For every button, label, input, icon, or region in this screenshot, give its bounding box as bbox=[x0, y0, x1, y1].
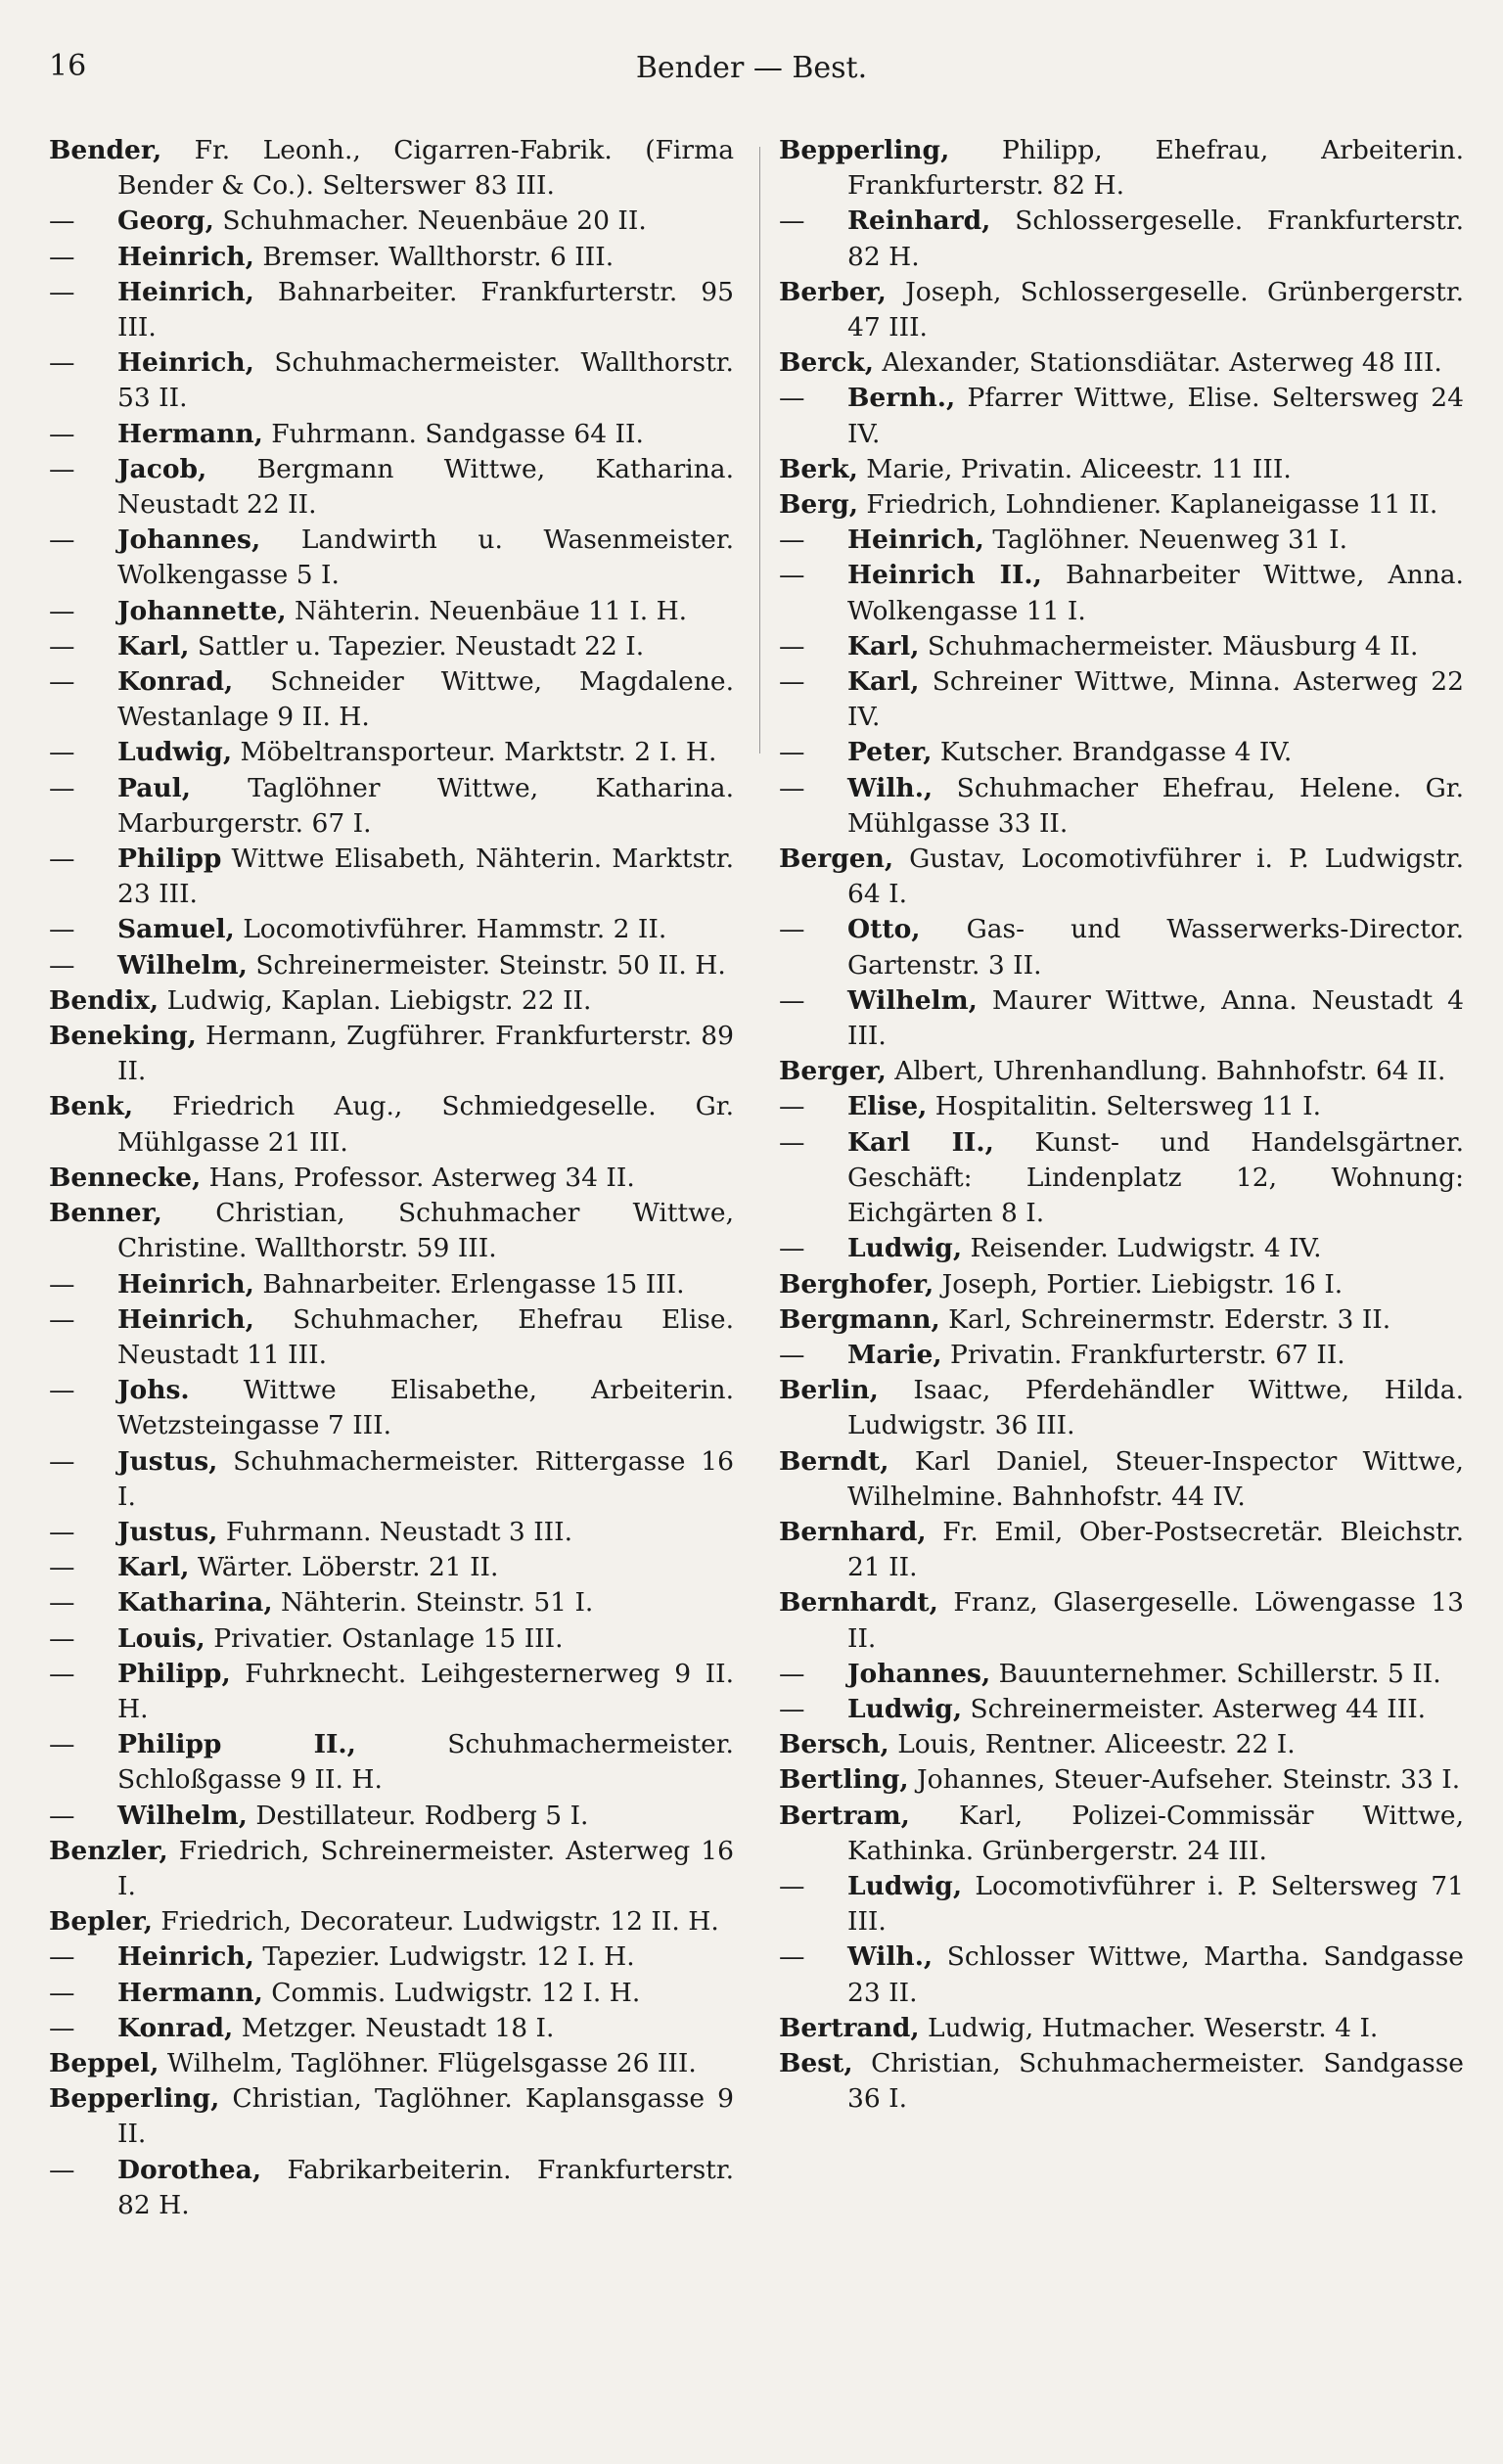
entry-details: Fabrikarbeiterin. Frankfurterstr. 82 H. bbox=[117, 2154, 734, 2220]
directory-entry bbox=[779, 1125, 1464, 1232]
entry-dash: — bbox=[49, 1587, 75, 1619]
entry-dash: — bbox=[779, 525, 805, 556]
entry-dash: — bbox=[49, 844, 75, 875]
entry-given-name: Ludwig, bbox=[847, 1870, 963, 1901]
entry-details: Friedrich, Decorateur. Ludwigstr. 12 II. H. bbox=[152, 1906, 719, 1938]
entry-given-name: Heinrich, bbox=[117, 1303, 254, 1335]
entry-details: Karl Daniel, Steuer-Inspector Wittwe, Wilhelmine. Bahnhofstr. 44 IV. bbox=[847, 1445, 1464, 1512]
directory-entry bbox=[49, 452, 734, 523]
entry-surname: Bersch, bbox=[779, 1729, 889, 1760]
entry-details: Sattler u. Tapezier. Neustadt 22 I. bbox=[189, 630, 645, 662]
entry-given-name: Otto, bbox=[847, 914, 921, 945]
directory-entry bbox=[49, 1799, 734, 1834]
entry-surname: Berger, bbox=[779, 1056, 887, 1087]
directory-entry bbox=[779, 842, 1464, 912]
entry-details: Ludwig, Hutmacher. Weserstr. 4 I. bbox=[919, 2012, 1379, 2043]
entry-details: Hospitalitin. Seltersweg 11 I. bbox=[927, 1091, 1322, 1122]
directory-entry bbox=[49, 1267, 734, 1302]
entry-given-name: Marie, bbox=[847, 1339, 942, 1370]
entry-given-name: Katharina, bbox=[117, 1587, 273, 1619]
directory-entry bbox=[49, 1550, 734, 1585]
entry-details: Schneider Wittwe, Magdalene. Westanlage 9 II. H. bbox=[117, 666, 734, 733]
entry-surname: Bepperling, bbox=[49, 2083, 220, 2115]
entry-details: Schreiner Wittwe, Minna. Asterweg 22 IV. bbox=[847, 666, 1464, 733]
entry-given-name: Heinrich II., bbox=[847, 560, 1042, 591]
entry-dash: — bbox=[49, 1729, 75, 1760]
entry-given-name: Samuel, bbox=[117, 914, 235, 945]
entry-surname: Berber, bbox=[779, 276, 887, 307]
entry-details: Schuhmacher. Neuenbäue 20 II. bbox=[213, 205, 647, 237]
directory-entry bbox=[49, 204, 734, 239]
entry-dash: — bbox=[779, 1658, 805, 1689]
entry-details: Locomotivführer. Hammstr. 2 II. bbox=[234, 914, 667, 945]
entry-details: Schuhmachermeister. Schloßgasse 9 II. H. bbox=[117, 1729, 734, 1796]
entry-details: Ludwig, Kaplan. Liebigstr. 22 II. bbox=[159, 984, 592, 1016]
entry-surname: Berck, bbox=[779, 347, 874, 379]
entry-dash: — bbox=[49, 1516, 75, 1547]
entry-given-name: Ludwig, bbox=[847, 1233, 963, 1264]
directory-entry bbox=[49, 1976, 734, 2011]
entry-given-name: Hermann, bbox=[117, 418, 263, 449]
entry-surname: Berg, bbox=[779, 489, 858, 521]
directory-entry bbox=[779, 1515, 1464, 1585]
entry-surname: Bertram, bbox=[779, 1800, 910, 1831]
entry-surname: Beneking, bbox=[49, 1021, 197, 1052]
entry-details: Privatin. Frankfurterstr. 67 II. bbox=[941, 1339, 1345, 1370]
entry-surname: Bepler, bbox=[49, 1906, 153, 1938]
entry-details: Hans, Professor. Asterweg 34 II. bbox=[201, 1162, 635, 1193]
directory-entry bbox=[779, 1799, 1464, 1869]
directory-entry bbox=[49, 2153, 734, 2223]
entry-given-name: Heinrich, bbox=[117, 241, 254, 272]
directory-entry bbox=[49, 1302, 734, 1373]
directory-entry bbox=[779, 2011, 1464, 2046]
entry-dash: — bbox=[49, 2154, 75, 2185]
directory-entry bbox=[779, 345, 1464, 381]
entry-details: Schuhmachermeister. Wallthorstr. 53 II. bbox=[117, 347, 734, 414]
entry-details: Taglöhner. Neuenweg 31 I. bbox=[983, 525, 1348, 556]
entry-details: Friedrich, Schreinermeister. Asterweg 16 I. bbox=[117, 1835, 734, 1901]
directory-entry bbox=[49, 240, 734, 275]
entry-details: Joseph, Portier. Liebigstr. 16 I. bbox=[934, 1268, 1344, 1300]
entry-dash: — bbox=[779, 666, 805, 698]
directory-entry bbox=[779, 1231, 1464, 1266]
entry-given-name: Heinrich, bbox=[117, 276, 254, 307]
entry-details: Gas- und Wasserwerks-Director. Gartenstr. 3 II. bbox=[847, 914, 1464, 981]
directory-entry bbox=[49, 1585, 734, 1620]
entry-given-name: Heinrich, bbox=[847, 525, 984, 556]
entry-dash: — bbox=[779, 737, 805, 768]
directory-entry bbox=[49, 1196, 734, 1266]
entry-details: Bremser. Wallthorstr. 6 III. bbox=[253, 241, 615, 272]
entry-details: Reisender. Ludwigstr. 4 IV. bbox=[962, 1233, 1322, 1264]
entry-details: Möbeltransporteur. Marktstr. 2 I. H. bbox=[232, 737, 717, 768]
entry-details: Fuhrmann. Sandgasse 64 II. bbox=[262, 418, 644, 449]
directory-entry bbox=[779, 1585, 1464, 1656]
entry-given-name: Heinrich, bbox=[117, 347, 254, 379]
entry-given-name: Johannette, bbox=[117, 595, 287, 626]
entry-dash: — bbox=[49, 1552, 75, 1583]
entry-given-name: Wilh., bbox=[847, 1941, 934, 1973]
directory-entry bbox=[49, 523, 734, 593]
entry-given-name: Jacob, bbox=[117, 453, 207, 484]
entry-details: Fuhrknecht. Leihgesternerweg 9 II. H. bbox=[117, 1658, 734, 1724]
entry-dash: — bbox=[779, 984, 805, 1016]
entry-dash: — bbox=[779, 1693, 805, 1724]
directory-entry bbox=[49, 842, 734, 912]
entry-given-name: Konrad, bbox=[117, 2012, 234, 2043]
entry-given-name: Johs. bbox=[117, 1375, 190, 1406]
directory-entry bbox=[49, 2011, 734, 2046]
entry-details: Hermann, Zugführer. Frankfurterstr. 89 II. bbox=[117, 1021, 734, 1087]
entry-dash: — bbox=[49, 1622, 75, 1654]
directory-entry bbox=[779, 1657, 1464, 1692]
entry-details: Commis. Ludwigstr. 12 I. H. bbox=[262, 1977, 641, 2008]
entry-given-name: Paul, bbox=[117, 772, 191, 803]
entry-surname: Berk, bbox=[779, 453, 858, 484]
directory-entry bbox=[49, 345, 734, 416]
entry-details: Fr. Emil, Ober-Postsecretär. Bleichstr. 21 II. bbox=[847, 1516, 1464, 1583]
entry-details: Taglöhner Wittwe, Katharina. Marburgerstr. 67 I. bbox=[117, 772, 734, 839]
entry-details: Marie, Privatin. Aliceestr. 11 III. bbox=[857, 453, 1292, 484]
directory-entry bbox=[49, 735, 734, 770]
directory-entry bbox=[779, 735, 1464, 770]
directory-entry bbox=[49, 2046, 734, 2081]
entry-details: Wittwe Elisabethe, Arbeiterin. Wetzsteingasse 7 III. bbox=[117, 1375, 734, 1441]
entry-dash: — bbox=[49, 914, 75, 945]
directory-entry bbox=[779, 1338, 1464, 1373]
entry-details: Christian, Taglöhner. Kaplansgasse 9 II. bbox=[117, 2083, 734, 2150]
entry-surname: Bennecke, bbox=[49, 1162, 202, 1193]
entry-surname: Bernhardt, bbox=[779, 1587, 938, 1619]
entry-dash: — bbox=[49, 630, 75, 662]
page-number: 16 bbox=[49, 49, 87, 83]
entry-details: Gustav, Locomotivführer i. P. Ludwigstr. 64 I. bbox=[847, 844, 1464, 910]
entry-details: Schreinermeister. Steinstr. 50 II. H. bbox=[247, 949, 726, 981]
directory-entry bbox=[779, 2046, 1464, 2117]
entry-given-name: Philipp bbox=[117, 844, 222, 875]
entry-details: Wilhelm, Taglöhner. Flügelsgasse 26 III. bbox=[159, 2047, 697, 2078]
directory-entry bbox=[779, 771, 1464, 842]
directory-entry bbox=[779, 1727, 1464, 1762]
directory-entry bbox=[779, 1054, 1464, 1089]
directory-entry bbox=[49, 1621, 734, 1657]
entry-details: Albert, Uhrenhandlung. Bahnhofstr. 64 II. bbox=[886, 1056, 1446, 1087]
directory-entry bbox=[779, 1869, 1464, 1939]
entry-dash: — bbox=[49, 205, 75, 237]
entry-given-name: Justus, bbox=[117, 1516, 218, 1547]
directory-entry bbox=[779, 204, 1464, 274]
entry-dash: — bbox=[49, 1303, 75, 1335]
running-head: Bender — Best. bbox=[635, 51, 868, 85]
entry-given-name: Georg, bbox=[117, 205, 214, 237]
entry-surname: Benner, bbox=[49, 1198, 162, 1229]
directory-entry bbox=[49, 912, 734, 947]
entry-dash: — bbox=[49, 1658, 75, 1689]
entry-dash: — bbox=[49, 1977, 75, 2008]
directory-entry bbox=[779, 1267, 1464, 1302]
entry-details: Nähterin. Neuenbäue 11 I. H. bbox=[286, 595, 688, 626]
entry-details: Bahnarbeiter. Erlengasse 15 III. bbox=[253, 1268, 685, 1300]
entry-dash: — bbox=[779, 772, 805, 803]
directory-entry bbox=[779, 1373, 1464, 1443]
directory-entry bbox=[779, 1692, 1464, 1727]
entry-given-name: Wilhelm, bbox=[847, 984, 978, 1016]
directory-entry bbox=[49, 771, 734, 842]
directory-entry bbox=[49, 1373, 734, 1443]
entry-details: Joseph, Schlossergeselle. Grünbergerstr. 47 III. bbox=[847, 276, 1464, 343]
right-column bbox=[779, 133, 1464, 2117]
directory-entry bbox=[49, 417, 734, 452]
entry-details: Schreinermeister. Asterweg 44 III. bbox=[962, 1693, 1427, 1724]
directory-entry bbox=[49, 629, 734, 664]
entry-given-name: Philipp II., bbox=[117, 1729, 356, 1760]
directory-entry bbox=[49, 133, 734, 204]
entry-details: Schuhmachermeister. Rittergasse 16 I. bbox=[117, 1445, 734, 1512]
entry-details: Fr. Leonh., Cigarren-Fabrik. (Firma Bender & Co.). Selterswег 83 III. bbox=[117, 135, 734, 202]
entry-given-name: Heinrich, bbox=[117, 1941, 254, 1973]
directory-entry bbox=[49, 1089, 734, 1160]
entry-details: Schlosser Wittwe, Martha. Sandgasse 23 II. bbox=[847, 1941, 1464, 2008]
entry-details: Schuhmachermeister. Mäusburg 4 II. bbox=[919, 630, 1419, 662]
left-column bbox=[49, 133, 734, 2223]
entry-details: Christian, Schuhmachermeister. Sandgasse 36 I. bbox=[847, 2047, 1464, 2115]
entry-given-name: Bernh., bbox=[847, 383, 956, 414]
entry-details: Bergmann Wittwe, Katharina. Neustadt 22 II. bbox=[117, 453, 734, 521]
entry-details: Pfarrer Wittwe, Elise. Seltersweg 24 IV. bbox=[847, 383, 1464, 449]
directory-entry bbox=[779, 1302, 1464, 1338]
entry-dash: — bbox=[49, 595, 75, 626]
entry-details: Bauunternehmer. Schillerstr. 5 II. bbox=[990, 1658, 1441, 1689]
entry-details: Alexander, Stationsdiätar. Asterweg 48 III. bbox=[873, 347, 1442, 379]
directory-entry bbox=[779, 1089, 1464, 1124]
entry-surname: Berndt, bbox=[779, 1445, 889, 1477]
entry-given-name: Dorothea, bbox=[117, 2154, 262, 2185]
entry-given-name: Karl, bbox=[847, 666, 920, 698]
directory-entry bbox=[779, 1939, 1464, 2010]
entry-given-name: Konrad, bbox=[117, 666, 234, 698]
entry-surname: Bergen, bbox=[779, 844, 894, 875]
entry-dash: — bbox=[49, 276, 75, 307]
entry-dash: — bbox=[779, 560, 805, 591]
entry-surname: Benk, bbox=[49, 1091, 134, 1122]
column-divider bbox=[759, 147, 760, 753]
entry-dash: — bbox=[49, 1268, 75, 1300]
entry-dash: — bbox=[49, 949, 75, 981]
directory-entry bbox=[49, 1161, 734, 1196]
entry-details: Karl, Schreinermstr. Ederstr. 3 II. bbox=[939, 1303, 1391, 1335]
entry-dash: — bbox=[779, 205, 805, 237]
entry-details: Fuhrmann. Neustadt 3 III. bbox=[217, 1516, 573, 1547]
entry-details: Metzger. Neustadt 18 I. bbox=[233, 2012, 555, 2043]
directory-entry bbox=[49, 594, 734, 629]
directory-entry bbox=[779, 558, 1464, 628]
entry-surname: Berghofer, bbox=[779, 1268, 934, 1300]
directory-entry bbox=[779, 1444, 1464, 1515]
entry-surname: Best, bbox=[779, 2047, 853, 2078]
entry-given-name: Karl II., bbox=[847, 1126, 994, 1158]
entry-details: Wittwe Elisabeth, Nähterin. Marktstr. 23 III. bbox=[117, 844, 734, 910]
entry-surname: Bendix, bbox=[49, 984, 159, 1016]
directory-entry bbox=[779, 487, 1464, 523]
directory-entry bbox=[779, 983, 1464, 1054]
entry-details: Bahnarbeiter. Frankfurterstr. 95 III. bbox=[117, 276, 734, 343]
entry-dash: — bbox=[49, 241, 75, 272]
entry-details: Friedrich, Lohndiener. Kaplaneigasse 11 II. bbox=[857, 489, 1438, 521]
entry-given-name: Johannes, bbox=[847, 1658, 991, 1689]
entry-given-name: Karl, bbox=[847, 630, 920, 662]
entry-given-name: Philipp, bbox=[117, 1658, 231, 1689]
entry-details: Nähterin. Steinstr. 51 I. bbox=[272, 1587, 594, 1619]
entry-dash: — bbox=[49, 737, 75, 768]
directory-entry bbox=[779, 664, 1464, 735]
directory-entry bbox=[49, 983, 734, 1019]
directory-entry bbox=[49, 948, 734, 983]
directory-entry bbox=[49, 1904, 734, 1939]
entry-dash: — bbox=[49, 525, 75, 556]
directory-entry bbox=[779, 1762, 1464, 1798]
entry-surname: Bertling, bbox=[779, 1764, 909, 1796]
directory-entry bbox=[49, 1444, 734, 1515]
entry-given-name: Peter, bbox=[847, 737, 933, 768]
directory-entry bbox=[49, 1939, 734, 1975]
entry-given-name: Wilhelm, bbox=[117, 949, 248, 981]
entry-dash: — bbox=[49, 772, 75, 803]
entry-surname: Bernhard, bbox=[779, 1516, 927, 1547]
entry-dash: — bbox=[49, 1800, 75, 1831]
entry-surname: Bepperling, bbox=[779, 135, 950, 165]
entry-given-name: Karl, bbox=[117, 1552, 190, 1583]
entry-dash: — bbox=[49, 1445, 75, 1477]
entry-details: Christian, Schuhmacher Wittwe, Christine. Wallthorstr. 59 III. bbox=[117, 1198, 734, 1264]
entry-details: Maurer Wittwe, Anna. Neustadt 4 III. bbox=[847, 984, 1464, 1052]
entry-details: Friedrich Aug., Schmiedgeselle. Gr. Mühlgasse 21 III. bbox=[117, 1091, 734, 1158]
directory-entry bbox=[49, 1515, 734, 1550]
directory-entry bbox=[779, 912, 1464, 982]
entry-given-name: Louis, bbox=[117, 1622, 205, 1654]
entry-details: Destillateur. Rodberg 5 I. bbox=[247, 1800, 589, 1831]
entry-given-name: Karl, bbox=[117, 630, 190, 662]
entry-given-name: Reinhard, bbox=[847, 205, 991, 237]
entry-details: Schuhmacher Ehefrau, Helene. Gr. Mühlgasse 33 II. bbox=[847, 772, 1464, 839]
entry-dash: — bbox=[779, 1870, 805, 1901]
entry-details: Philipp, Ehefrau, Arbeiterin. Frankfurterstr. 82 H. bbox=[847, 135, 1464, 202]
entry-given-name: Johannes, bbox=[117, 525, 261, 556]
entry-dash: — bbox=[779, 1091, 805, 1122]
entry-details: Louis, Rentner. Aliceestr. 22 I. bbox=[888, 1729, 1296, 1760]
directory-entry bbox=[49, 1019, 734, 1089]
entry-details: Landwirth u. Wasenmeister. Wolkengasse 5 I. bbox=[117, 525, 734, 591]
entry-details: Schuhmacher, Ehefrau Elise. Neustadt 11 III. bbox=[117, 1303, 734, 1370]
entry-dash: — bbox=[779, 630, 805, 662]
entry-given-name: Ludwig, bbox=[847, 1693, 963, 1724]
directory-entry bbox=[49, 275, 734, 345]
directory-entry bbox=[779, 452, 1464, 487]
directory-entry bbox=[779, 523, 1464, 558]
entry-surname: Beppel, bbox=[49, 2047, 159, 2078]
entry-dash: — bbox=[779, 1941, 805, 1973]
entry-details: Kutscher. Brandgasse 4 IV. bbox=[932, 737, 1293, 768]
directory-entry bbox=[779, 381, 1464, 451]
entry-details: Wärter. Löberstr. 21 II. bbox=[189, 1552, 499, 1583]
entry-dash: — bbox=[49, 666, 75, 698]
entry-given-name: Justus, bbox=[117, 1445, 218, 1477]
entry-details: Kunst- und Handelsgärtner. Geschäft: Lindenplatz 12, Wohnung: Eichgärten 8 I. bbox=[847, 1126, 1464, 1229]
directory-entry bbox=[779, 275, 1464, 345]
entry-given-name: Hermann, bbox=[117, 1977, 263, 2008]
entry-details: Locomotivführer i. P. Seltersweg 71 III. bbox=[847, 1870, 1464, 1938]
entry-dash: — bbox=[49, 2012, 75, 2043]
directory-entry bbox=[779, 629, 1464, 664]
entry-details: Privatier. Ostanlage 15 III. bbox=[205, 1622, 564, 1654]
entry-dash: — bbox=[779, 383, 805, 414]
entry-dash: — bbox=[779, 1339, 805, 1370]
entry-dash: — bbox=[49, 453, 75, 484]
entry-given-name: Wilh., bbox=[847, 772, 934, 803]
entry-given-name: Elise, bbox=[847, 1091, 928, 1122]
entry-surname: Benzler, bbox=[49, 1835, 168, 1866]
entry-given-name: Ludwig, bbox=[117, 737, 233, 768]
entry-dash: — bbox=[779, 1233, 805, 1264]
entry-details: Schlossergeselle. Frankfurterstr. 82 H. bbox=[847, 205, 1464, 272]
entry-dash: — bbox=[779, 914, 805, 945]
entry-given-name: Heinrich, bbox=[117, 1268, 254, 1300]
entry-details: Tapezier. Ludwigstr. 12 I. H. bbox=[253, 1941, 635, 1973]
entry-details: Johannes, Steuer-Aufseher. Steinstr. 33 I. bbox=[908, 1764, 1461, 1796]
entry-dash: — bbox=[779, 1126, 805, 1158]
entry-details: Franz, Glasergeselle. Löwengasse 13 II. bbox=[847, 1587, 1464, 1654]
entry-dash: — bbox=[49, 418, 75, 449]
directory-entry bbox=[49, 2081, 734, 2152]
entry-details: Isaac, Pferdehändler Wittwe, Hilda. Ludwigstr. 36 III. bbox=[847, 1375, 1464, 1441]
entry-dash: — bbox=[49, 1941, 75, 1973]
entry-surname: Bergmann, bbox=[779, 1303, 940, 1335]
directory-entry bbox=[779, 133, 1464, 204]
entry-surname: Berlin, bbox=[779, 1375, 879, 1406]
directory-entry bbox=[49, 1727, 734, 1798]
directory-entry bbox=[49, 1834, 734, 1904]
directory-entry bbox=[49, 1657, 734, 1727]
entry-given-name: Wilhelm, bbox=[117, 1800, 248, 1831]
entry-surname: Bertrand, bbox=[779, 2012, 920, 2043]
entry-dash: — bbox=[49, 1375, 75, 1406]
entry-surname: Bender, bbox=[49, 135, 162, 165]
entry-dash: — bbox=[49, 347, 75, 379]
entry-details: Bahnarbeiter Wittwe, Anna. Wolkengasse 11 I. bbox=[847, 560, 1464, 626]
entry-details: Karl, Polizei-Commissär Wittwe, Kathinka. Grünbergerstr. 24 III. bbox=[847, 1800, 1464, 1866]
directory-entry bbox=[49, 664, 734, 735]
